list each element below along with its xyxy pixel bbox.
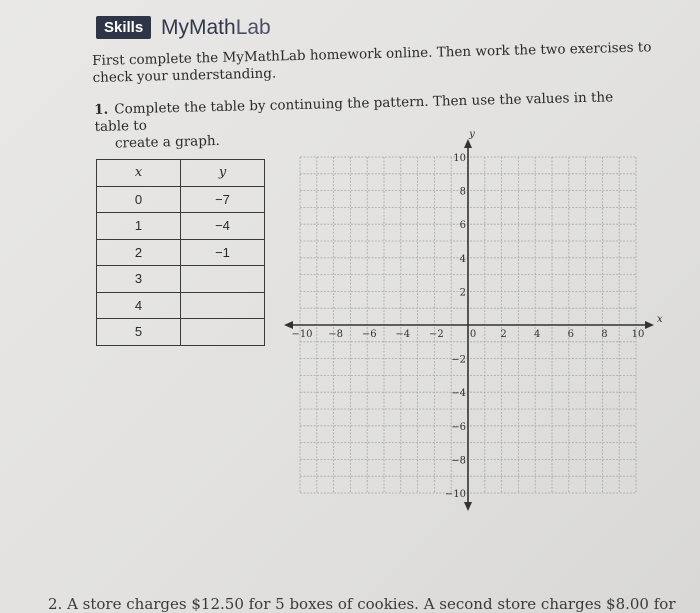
y-tick-label: −4 [451,388,466,400]
x-axis-arrow-left [284,321,293,329]
cell-y: −7 [181,186,265,213]
y-tick-label: 8 [459,186,466,198]
table-header-x: x [97,160,181,187]
brand-lab: Lab [235,16,271,39]
x-tick-label: 8 [601,329,608,340]
y-tick-label: 6 [459,220,466,232]
y-axis-arrow-up [464,139,472,148]
x-axis-arrow-right [645,321,654,329]
cell-x: 1 [97,213,181,240]
x-tick-label: 0 [469,329,477,340]
coordinate-graph [290,129,680,524]
cell-y[interactable] [181,292,265,319]
y-tick-label: 10 [453,153,466,164]
cell-y[interactable] [181,319,265,346]
cell-x: 2 [97,239,181,266]
brand-logo [161,16,271,40]
cell-x: 0 [97,186,181,213]
exercise-number: 1. [94,101,109,118]
xy-table [96,159,265,346]
x-tick-label: −4 [395,329,411,340]
table-header-y: y [181,160,265,187]
cell-y: −4 [181,213,265,240]
cell-x: 4 [97,292,181,319]
x-tick-label: 10 [631,329,645,340]
y-axis-label: y [469,129,475,140]
y-tick-label: −10 [444,489,466,500]
exercise-line2: create a graph. [114,132,221,152]
x-tick-label: −6 [361,329,377,340]
table-row [97,266,265,293]
table-row [97,213,265,240]
y-tick-label: −2 [451,354,466,366]
cell-y: −1 [181,239,265,266]
x-tick-label: 6 [567,329,574,340]
cell-x: 3 [97,266,181,293]
y-tick-label: 2 [459,287,466,299]
table-row [97,319,265,346]
y-tick-label: −8 [451,455,466,467]
table-row [97,292,265,319]
x-axis-label: x [657,314,663,325]
intro-paragraph: First complete the MyMathLab homework online. Then work the two exercises to check your understanding. [92,39,652,86]
cell-y[interactable] [181,266,265,293]
y-tick-label: 4 [459,253,466,265]
x-tick-label: −8 [328,329,343,340]
x-tick-label: −2 [429,329,444,340]
table-row [97,239,265,266]
y-tick-label: −6 [451,421,466,433]
coordinate-plane[interactable] [290,129,680,520]
table-row [97,186,265,213]
brand-my: MyMath [161,16,236,39]
exercise-2-text: 2. A store charges $12.50 for 5 boxes of cookies. A second store charges $8.00 for [48,595,676,613]
y-axis-arrow-down [464,502,472,511]
cell-x: 5 [97,319,181,346]
x-tick-label: 4 [534,329,541,340]
exercise-line1: Complete the table by continuing the pattern. Then use the values in the table to [94,89,614,135]
skills-badge: Skills [96,16,151,39]
x-tick-label: −10 [291,329,313,340]
x-tick-label: 2 [500,329,507,340]
